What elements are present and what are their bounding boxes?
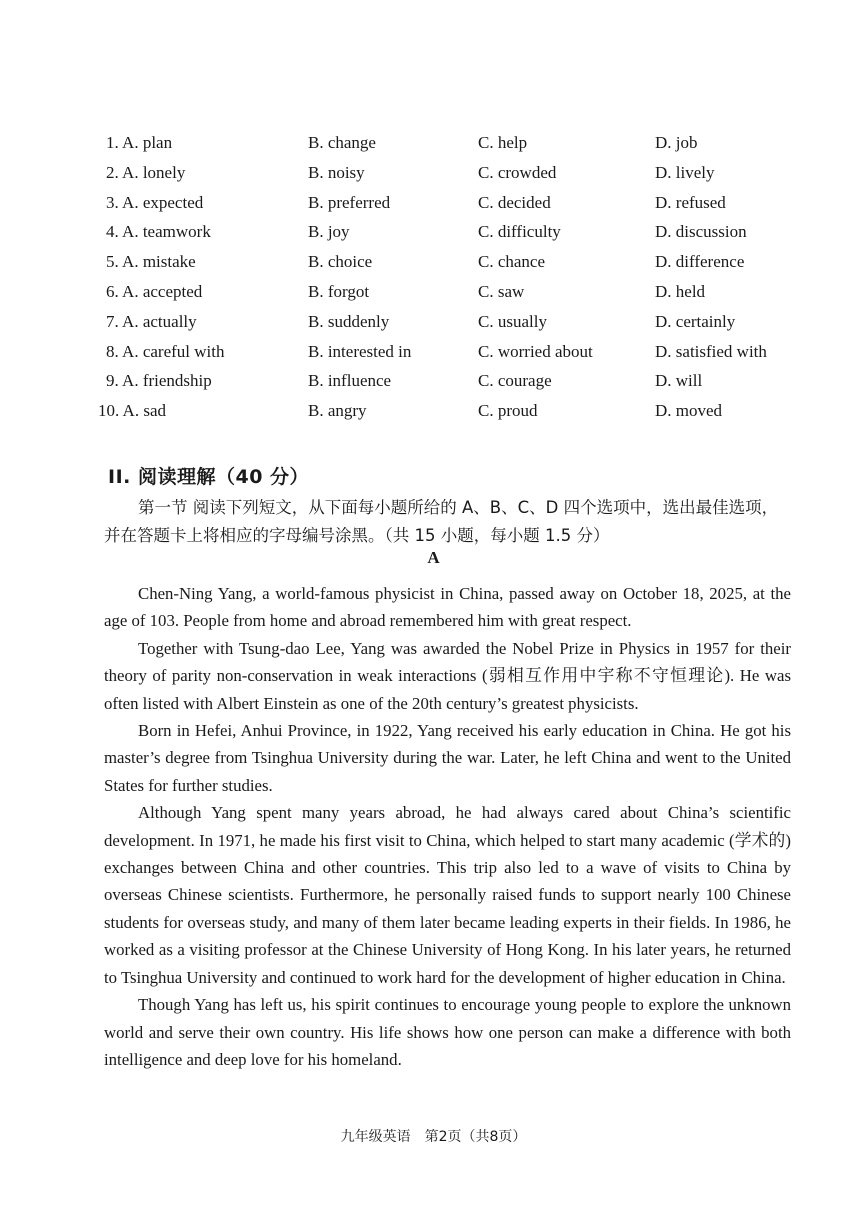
option-d: D. satisfied with — [655, 341, 767, 361]
option-row — [106, 337, 806, 367]
option-a: 9. A. friendship — [106, 371, 212, 391]
passage-paragraph: Although Yang spent many years abroad, he had always cared about China’s scientific development. In 1971, he made his first visit to China, which helped to start many academic (学术的) exchanges between China and other countries. This trip also led to a wave of visits to China by overseas Chinese scientists. Furthermore, he personally raised funds to support nearly 100 Chinese students for overseas study, and many of them later became leading experts in their fields. In 1986, he worked as a visiting professor at the Chinese University of Hong Kong. In his later years, he returned to Tsinghua University and continued to work hard for the development of higher education in China. — [104, 803, 791, 987]
passage-paragraph: Together with Tsung-dao Lee, Yang was awarded the Nobel Prize in Physics in 1957 for their theory of parity non-conservation in weak interactions (弱相互作用中宇称不守恒理论). He was often listed with Albert Einstein as one of the 20th century’s greatest physicists. — [104, 638, 791, 713]
option-c: C. worried about — [478, 341, 593, 361]
option-d: D. certainly — [655, 311, 736, 331]
option-c: C. decided — [478, 192, 551, 212]
option-b: B. interested in — [308, 341, 412, 361]
passage-letter: A — [427, 548, 440, 567]
option-c: C. help — [478, 133, 528, 152]
option-d: D. job — [655, 133, 698, 152]
option-row — [106, 128, 806, 158]
passage-paragraph: Chen-Ning Yang, a world-famous physicist in China, passed away on October 18, 2025, at the age of 103. People from home and abroad remembered him with great respect. — [104, 584, 791, 631]
option-a: 1. A. plan — [106, 133, 173, 152]
option-b: B. noisy — [308, 162, 365, 182]
option-c: C. difficulty — [478, 222, 561, 242]
option-b: B. forgot — [308, 281, 370, 301]
option-d: D. discussion — [655, 222, 747, 242]
option-a: 6. A. accepted — [106, 281, 203, 301]
option-c: C. chance — [478, 252, 546, 272]
option-a: 7. A. actually — [106, 311, 197, 331]
option-row — [106, 188, 806, 218]
option-b: B. angry — [308, 401, 367, 421]
option-row — [98, 396, 806, 426]
passage-paragraph: Born in Hefei, Anhui Province, in 1922, Yang received his early education in China. He got his master’s degree from Tsinghua University during the war. Later, he left China and went to the United States for further studies. — [104, 721, 791, 795]
option-b: B. influence — [308, 371, 392, 391]
option-c: C. usually — [478, 311, 547, 331]
passage-paragraph: Though Yang has left us, his spirit continues to encourage young people to explore the unknown world and serve their own country. His life shows how one person can make a difference with both intelligence and deep love for his homeland. — [104, 995, 791, 1069]
option-b: B. preferred — [308, 192, 391, 212]
instructions-text: 第一节 阅读下列短文，从下面每小题所给的 A、B、C、D 四个选项中，选出最佳选项，并在答题卡上将相应的字母编号涂黑。（共 15 小题，每小题 1.5 分） — [104, 498, 779, 545]
section-instructions — [104, 494, 794, 550]
option-b: B. choice — [308, 252, 373, 272]
option-row — [106, 307, 806, 337]
option-c: C. courage — [478, 371, 552, 391]
page-footer: 九年级英语 第2页（共8页） — [340, 1129, 527, 1145]
option-row — [106, 277, 806, 307]
option-a: 3. A. expected — [106, 192, 204, 212]
option-b: B. joy — [308, 222, 350, 242]
option-a: 8. A. careful with — [106, 341, 225, 361]
option-c: C. saw — [478, 281, 525, 301]
reading-passage — [104, 580, 791, 1073]
option-d: D. difference — [655, 252, 745, 272]
option-a: 2. A. lonely — [106, 162, 186, 182]
option-c: C. crowded — [478, 162, 557, 182]
option-d: D. will — [655, 371, 703, 391]
cloze-options-table — [98, 128, 806, 426]
section-title: II. 阅读理解（40 分） — [108, 466, 310, 488]
option-b: B. change — [308, 133, 376, 152]
option-row — [106, 366, 806, 396]
option-a: 5. A. mistake — [106, 252, 196, 272]
option-a: 4. A. teamwork — [106, 222, 211, 242]
option-c: C. proud — [478, 401, 538, 421]
option-b: B. suddenly — [308, 311, 390, 331]
option-a: 10. A. sad — [98, 401, 166, 421]
option-d: D. moved — [655, 401, 723, 421]
option-d: D. held — [655, 281, 706, 301]
option-d: D. lively — [655, 162, 715, 182]
option-row — [106, 217, 806, 247]
option-row — [106, 247, 806, 277]
option-d: D. refused — [655, 192, 726, 212]
option-row — [106, 158, 806, 188]
